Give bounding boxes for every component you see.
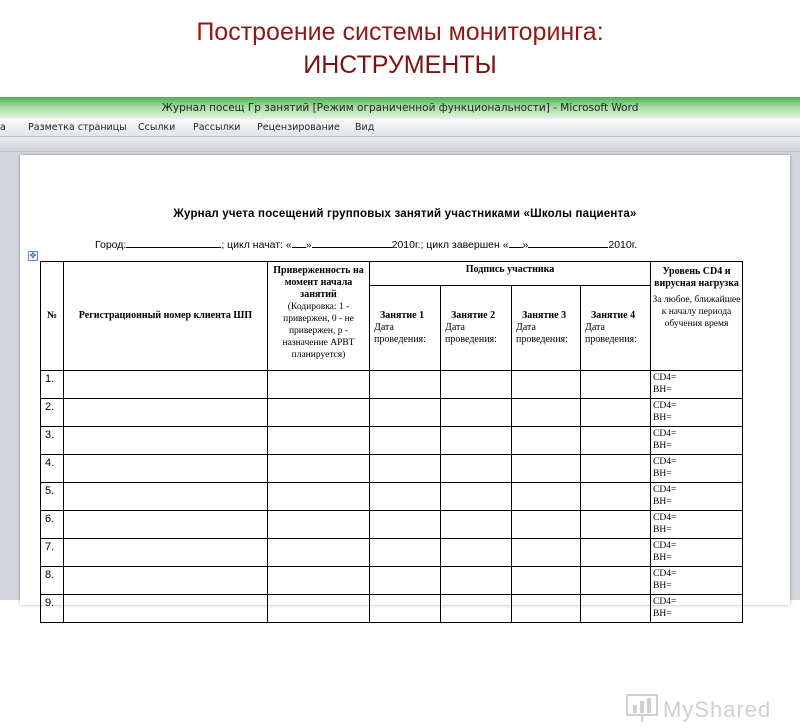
window-title: Журнал посещ Гр занятий [Режим ограниченной функциональности] - Microsoft Word bbox=[161, 102, 639, 114]
lesson-2-date-label: Дата проведения: bbox=[445, 322, 497, 345]
lesson-1-title: Занятие 1 bbox=[380, 310, 425, 321]
cd4-label: CD4= bbox=[653, 401, 677, 411]
start-day-blank bbox=[292, 237, 306, 248]
header-number: № bbox=[41, 262, 64, 371]
cycle-start-label: ; цикл начат: « bbox=[221, 239, 292, 251]
table-row bbox=[41, 371, 743, 399]
table-cell[interactable] bbox=[370, 567, 441, 595]
table-cell[interactable] bbox=[370, 483, 441, 511]
table-cell[interactable] bbox=[370, 511, 441, 539]
row-number: 9. bbox=[41, 595, 64, 623]
header-lesson-3 bbox=[512, 286, 581, 371]
table-cell[interactable] bbox=[268, 539, 370, 567]
header-registration-number: Регистрационный номер клиента ШП bbox=[64, 262, 268, 371]
table-move-handle-icon[interactable]: ✥ bbox=[29, 251, 37, 260]
lesson-2-title: Занятие 2 bbox=[451, 310, 496, 321]
table-cell[interactable] bbox=[64, 595, 268, 623]
table-cell[interactable] bbox=[581, 567, 651, 595]
table-cell[interactable] bbox=[441, 595, 512, 623]
table-row bbox=[41, 399, 743, 427]
attendance-table bbox=[40, 261, 743, 623]
table-cell[interactable] bbox=[441, 567, 512, 595]
table-cell[interactable] bbox=[268, 483, 370, 511]
header-lesson-1 bbox=[370, 286, 441, 371]
ribbon-tab-page-layout[interactable]: Разметка страницы bbox=[28, 122, 127, 133]
row-number: 7. bbox=[41, 539, 64, 567]
table-cell[interactable] bbox=[268, 567, 370, 595]
watermark-text: MyShared bbox=[663, 697, 772, 722]
cd4-label: CD4= bbox=[653, 373, 677, 383]
header-adherence bbox=[268, 262, 370, 371]
table-row bbox=[41, 455, 743, 483]
table-cell[interactable] bbox=[268, 511, 370, 539]
city-label: Город: bbox=[95, 239, 127, 251]
header-lesson-4 bbox=[581, 286, 651, 371]
table-row bbox=[41, 483, 743, 511]
lesson-3-date-label: Дата проведения: bbox=[516, 322, 568, 345]
viral-load-label: ВН= bbox=[653, 413, 672, 423]
row-number: 3. bbox=[41, 427, 64, 455]
header-adherence-note: (Кодировка: 1 - привержен, 0 - не привержен, р - назначение АРВТ планируется) bbox=[282, 302, 355, 360]
table-cell[interactable] bbox=[581, 511, 651, 539]
watermark bbox=[625, 693, 795, 727]
cd4-label: CD4= bbox=[653, 429, 677, 439]
table-cell[interactable] bbox=[581, 483, 651, 511]
cd4-cell[interactable] bbox=[651, 539, 743, 567]
header-cd4-note: За любое, ближайшее к началу периода обучения время bbox=[652, 295, 741, 329]
table-cell[interactable] bbox=[64, 427, 268, 455]
row-number: 4. bbox=[41, 455, 64, 483]
table-cell[interactable] bbox=[64, 371, 268, 399]
slide-title-line2: ИНСТРУМЕНТЫ bbox=[303, 51, 497, 79]
slide-title-line1: Построение системы мониторинга: bbox=[196, 18, 604, 46]
row-number: 2. bbox=[41, 399, 64, 427]
header-lesson-2 bbox=[441, 286, 512, 371]
table-cell[interactable] bbox=[64, 483, 268, 511]
table-cell[interactable] bbox=[581, 371, 651, 399]
table-cell[interactable] bbox=[64, 539, 268, 567]
cd4-label: CD4= bbox=[653, 485, 677, 495]
lesson-4-date-label: Дата проведения: bbox=[585, 322, 637, 345]
table-cell[interactable] bbox=[512, 567, 581, 595]
table-cell[interactable] bbox=[512, 511, 581, 539]
lesson-4-title: Занятие 4 bbox=[591, 310, 636, 321]
city-blank bbox=[126, 237, 221, 248]
document-title: Журнал учета посещений групповых занятий участниками «Школы пациента» bbox=[173, 208, 637, 220]
table-cell[interactable] bbox=[64, 511, 268, 539]
table-cell[interactable] bbox=[581, 427, 651, 455]
cd4-cell[interactable] bbox=[651, 567, 743, 595]
ribbon-tab-bar bbox=[0, 119, 800, 137]
viral-load-label: ВН= bbox=[653, 553, 672, 563]
table-cell[interactable] bbox=[268, 427, 370, 455]
row-number: 5. bbox=[41, 483, 64, 511]
table-cell[interactable] bbox=[268, 371, 370, 399]
end-month-blank bbox=[528, 237, 608, 248]
table-cell[interactable] bbox=[512, 371, 581, 399]
viral-load-label: ВН= bbox=[653, 497, 672, 507]
cd4-cell[interactable] bbox=[651, 483, 743, 511]
table-row bbox=[41, 595, 743, 623]
cd4-cell[interactable] bbox=[651, 595, 743, 623]
row-number: 6. bbox=[41, 511, 64, 539]
table-cell[interactable] bbox=[512, 399, 581, 427]
ribbon-tab-home[interactable]: а bbox=[0, 122, 6, 133]
presentation-chart-icon bbox=[625, 693, 659, 723]
cd4-cell[interactable] bbox=[651, 427, 743, 455]
table-cell[interactable] bbox=[441, 483, 512, 511]
cd4-label: CD4= bbox=[653, 597, 677, 607]
header-cd4 bbox=[651, 262, 743, 371]
cd4-cell[interactable] bbox=[651, 371, 743, 399]
table-row bbox=[41, 539, 743, 567]
ribbon-tab-mailings[interactable]: Рассылки bbox=[193, 122, 241, 133]
cd4-cell[interactable] bbox=[651, 399, 743, 427]
viral-load-label: ВН= bbox=[653, 525, 672, 535]
table-cell[interactable] bbox=[512, 427, 581, 455]
table-row bbox=[41, 427, 743, 455]
table-cell[interactable] bbox=[268, 455, 370, 483]
cd4-cell[interactable] bbox=[651, 455, 743, 483]
table-cell[interactable] bbox=[581, 539, 651, 567]
table-row bbox=[41, 567, 743, 595]
table-cell[interactable] bbox=[581, 595, 651, 623]
document-subtitle bbox=[95, 237, 637, 251]
table-cell[interactable] bbox=[268, 399, 370, 427]
table-cell[interactable] bbox=[441, 371, 512, 399]
cd4-label: CD4= bbox=[653, 569, 677, 579]
table-cell[interactable] bbox=[64, 399, 268, 427]
cd4-cell[interactable] bbox=[651, 511, 743, 539]
table-cell[interactable] bbox=[441, 511, 512, 539]
table-cell[interactable] bbox=[370, 595, 441, 623]
document-page[interactable] bbox=[20, 155, 790, 722]
table-cell[interactable] bbox=[64, 455, 268, 483]
quote-close-2: » bbox=[522, 239, 529, 251]
cd4-label: CD4= bbox=[653, 457, 677, 467]
lesson-1-date-label: Дата проведения: bbox=[374, 322, 426, 345]
table-row bbox=[41, 511, 743, 539]
header-signature: Подпись участника bbox=[370, 262, 651, 286]
lesson-3-title: Занятие 3 bbox=[522, 310, 567, 321]
end-year-label: 2010г. bbox=[608, 239, 638, 251]
ribbon-tab-review[interactable]: Рецензирование bbox=[257, 122, 340, 133]
table-cell[interactable] bbox=[370, 371, 441, 399]
row-number: 8. bbox=[41, 567, 64, 595]
table-cell[interactable] bbox=[370, 539, 441, 567]
cycle-end-label: 2010г.; цикл завершен « bbox=[391, 239, 509, 251]
start-month-blank bbox=[312, 237, 392, 248]
table-cell[interactable] bbox=[441, 427, 512, 455]
table-cell[interactable] bbox=[370, 455, 441, 483]
header-cd4-title: Уровень CD4 и вирусная нагрузка bbox=[654, 266, 739, 289]
header-adherence-title: Приверженность на момент начала занятий bbox=[273, 265, 364, 300]
table-cell[interactable] bbox=[441, 399, 512, 427]
viral-load-label: ВН= bbox=[653, 469, 672, 479]
ribbon-tab-view[interactable]: Вид bbox=[355, 122, 375, 133]
table-cell[interactable] bbox=[512, 539, 581, 567]
table-cell[interactable] bbox=[370, 427, 441, 455]
table-cell[interactable] bbox=[370, 399, 441, 427]
quote-close-1: » bbox=[305, 239, 312, 251]
table-cell[interactable] bbox=[441, 539, 512, 567]
table-cell[interactable] bbox=[64, 567, 268, 595]
cd4-label: CD4= bbox=[653, 513, 677, 523]
table-cell[interactable] bbox=[512, 483, 581, 511]
viral-load-label: ВН= bbox=[653, 609, 672, 619]
table-cell[interactable] bbox=[581, 455, 651, 483]
viral-load-label: ВН= bbox=[653, 385, 672, 395]
viral-load-label: ВН= bbox=[653, 581, 672, 591]
table-cell[interactable] bbox=[268, 595, 370, 623]
ribbon-tab-references[interactable]: Ссылки bbox=[138, 122, 176, 133]
ribbon-panel bbox=[0, 137, 800, 152]
cd4-label: CD4= bbox=[653, 541, 677, 551]
table-cell[interactable] bbox=[512, 595, 581, 623]
row-number: 1. bbox=[41, 371, 64, 399]
table-cell[interactable] bbox=[441, 455, 512, 483]
viral-load-label: ВН= bbox=[653, 441, 672, 451]
end-day-blank bbox=[509, 237, 523, 248]
table-cell[interactable] bbox=[581, 399, 651, 427]
table-cell[interactable] bbox=[512, 455, 581, 483]
